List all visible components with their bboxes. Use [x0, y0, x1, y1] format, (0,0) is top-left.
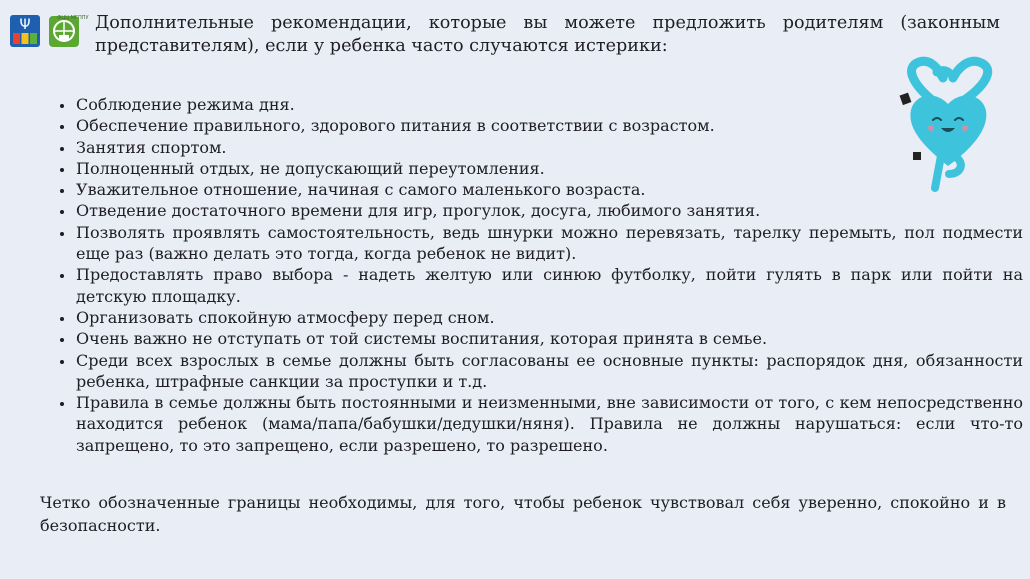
list-item: • Организовать спокойную атмосферу перед сном. [75, 307, 1023, 328]
university-logo-icon [9, 13, 41, 49]
svg-text:Ψ: Ψ [19, 17, 31, 33]
list-item: • Позволять проявлять самостоятельность, ведь шнурки можно перевязать, тарелку перемыть, пол подмести еще раз (важно делать это тогда, когда ребенок не видит). [75, 222, 1023, 265]
list-item: • Уважительное отношение, начиная с самого маленького возраста. [75, 179, 1023, 200]
list-item: • Занятия спортом. [75, 137, 1023, 158]
page-title: Дополнительные рекомендации, которые вы можете предложить родителям (законным представителям), если у ребенка часто случаются истерики: [95, 13, 1000, 56]
list-item: • Отведение достаточного времени для игр, прогулок, досуга, любимого занятия. [75, 200, 1023, 221]
conclusion-text: Четко обозначенные границы необходимы, для того, чтобы ребенок чувствовал себя уверенно, спокойно и в безопасности. [40, 493, 1006, 535]
list-item: • Соблюдение режима дня. [75, 94, 1023, 115]
heart-mascot-icon [893, 56, 1003, 194]
list-item: • Обеспечение правильного, здорового питания в соответствии с возрастом. [75, 115, 1023, 136]
logo-caption: ФЦЦ МГППУ [57, 15, 89, 21]
list-item: • Полноценный отдых, не допускающий переутомления. [75, 158, 1023, 179]
list-item: • Очень важно не отступать от той системы воспитания, которая принята в семье. [75, 328, 1023, 349]
list-item: • Правила в семье должны быть постоянными и неизменными, вне зависимости от того, с кем непосредственно находится ребенок (мама/папа/бабушки/дедушки/няня). Правила не должны нарушаться: если что-то запрещено, то это запрещено, если разрешено, то разрешено. [75, 392, 1023, 456]
recommendations-list [58, 94, 1023, 456]
list-item: • Среди всех взрослых в семье должны быть согласованы ее основные пункты: распорядок дня, обязанности ребенка, штрафные санкции за проступки и т.д. [75, 350, 1023, 393]
logo-group [9, 13, 89, 49]
list-item: • Предоставлять право выбора - надеть желтую или синюю футболку, пойти гулять в парк или пойти на детскую площадку. [75, 264, 1023, 307]
